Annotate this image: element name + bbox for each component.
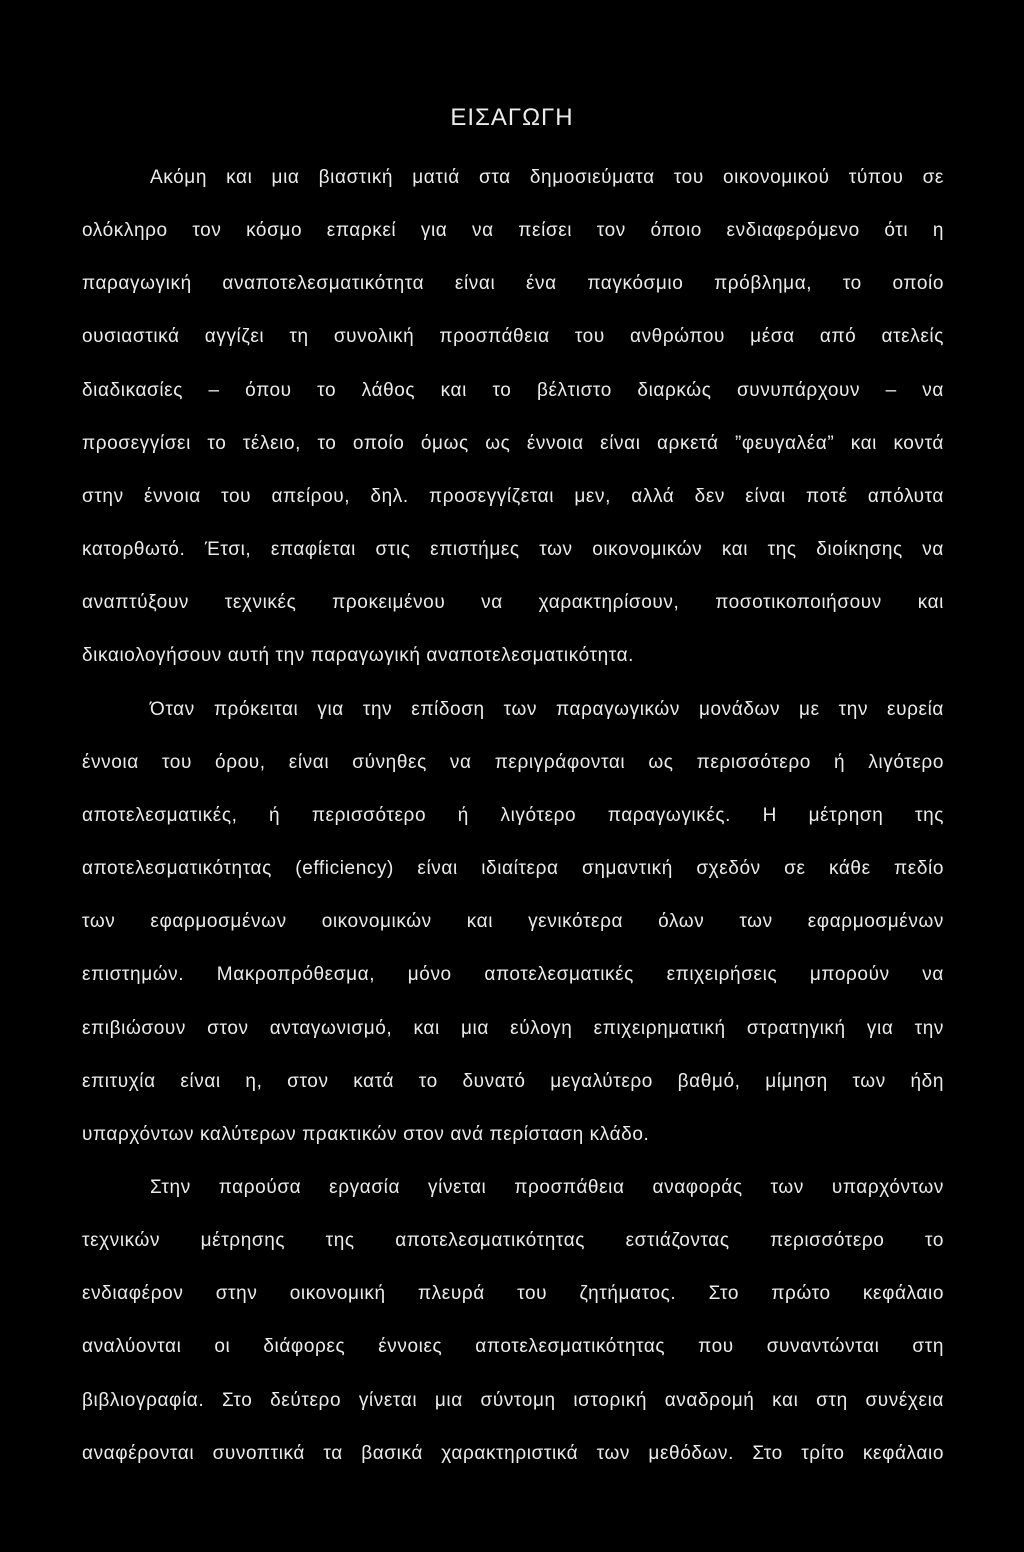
text-line: παραγωγική αναποτελεσματικότητα είναι ένα παγκόσμιο πρόβλημα, το οποίο: [82, 273, 944, 295]
text-line: αποτελεσματικές, ή περισσότερο ή λιγότερο παραγωγικές. Η μέτρηση της: [82, 804, 944, 826]
text-line: αναλύονται οι διάφορες έννοιες αποτελεσματικότητας που συναντώνται στη: [82, 1336, 944, 1358]
text-line: ενδιαφέρον στην οικονομική πλευρά του ζητήματος. Στο πρώτο κεφάλαιο: [82, 1283, 944, 1305]
paragraph-1: [82, 151, 944, 683]
text-line: Όταν πρόκειται για την επίδοση των παραγωγικών μονάδων με την ευρεία: [150, 698, 944, 720]
text-line: επιβιώσουν στον ανταγωνισμό, και μια εύλογη επιχειρηματική στρατηγική για την: [82, 1017, 944, 1039]
text-line: αναφέρονται συνοπτικά τα βασικά χαρακτηριστικά των μεθόδων. Στο τρίτο κεφάλαιο: [82, 1442, 944, 1464]
text-line: έννοια του όρου, είναι σύνηθες να περιγράφονται ως περισσότερο ή λιγότερο: [82, 751, 944, 773]
text-line: δικαιολογήσουν αυτή την παραγωγική αναποτελεσματικότητα.: [82, 645, 635, 667]
text-line: αναπτύξουν τεχνικές προκειμένου να χαρακτηρίσουν, ποσοτικοποιήσουν και: [82, 592, 944, 614]
text-line: επιτυχία είναι η, στον κατά το δυνατό μεγαλύτερο βαθμό, μίμηση των ήδη: [82, 1070, 944, 1092]
page-title: ΕΙΣΑΓΩΓΗ: [450, 104, 574, 131]
text-line: των εφαρμοσμένων οικονομικών και γενικότερα όλων των εφαρμοσμένων: [82, 911, 944, 933]
text-line: προσεγγίσει το τέλειο, το οποίο όμως ως έννοια είναι αρκετά ”φευγαλέα” και κοντά: [82, 432, 944, 454]
text-line: επιστημών. Μακροπρόθεσμα, μόνο αποτελεσματικές επιχειρήσεις μπορούν να: [82, 964, 944, 986]
paragraph-2: [82, 683, 944, 1161]
text-line: αποτελεσματικότητας (efficiency) είναι ιδιαίτερα σημαντική σχεδόν σε κάθε πεδίο: [82, 858, 944, 880]
text-line: τεχνικών μέτρησης της αποτελεσματικότητας εστιάζοντας περισσότερο το: [82, 1230, 944, 1252]
text-line: κατορθωτό. Έτσι, επαφίεται στις επιστήμες των οικονομικών και της διοίκησης να: [82, 539, 944, 561]
text-line: ουσιαστικά αγγίζει τη συνολική προσπάθεια του ανθρώπου μέσα από ατελείς: [82, 326, 944, 348]
text-line: ολόκληρο τον κόσμο επαρκεί για να πείσει τον όποιο ενδιαφερόμενο ότι η: [82, 220, 944, 242]
paragraph-3: [82, 1161, 944, 1480]
text-line: Στην παρούσα εργασία γίνεται προσπάθεια αναφοράς των υπαρχόντων: [150, 1176, 944, 1198]
text-line: βιβλιογραφία. Στο δεύτερο γίνεται μια σύντομη ιστορική αναδρομή και στη συνέχεια: [82, 1389, 944, 1411]
body-text: [82, 151, 944, 1480]
text-line: Ακόμη και μια βιαστική ματιά στα δημοσιεύματα του οικονομικού τύπου σε: [150, 167, 944, 188]
text-line: υπαρχόντων καλύτερων πρακτικών στον ανά περίσταση κλάδο.: [82, 1123, 650, 1145]
text-line: στην έννοια του απείρου, δηλ. προσεγγίζεται μεν, αλλά δεν είναι ποτέ απόλυτα: [82, 485, 944, 507]
text-line: διαδικασίες – όπου το λάθος και το βέλτιστο διαρκώς συνυπάρχουν – να: [82, 379, 944, 401]
